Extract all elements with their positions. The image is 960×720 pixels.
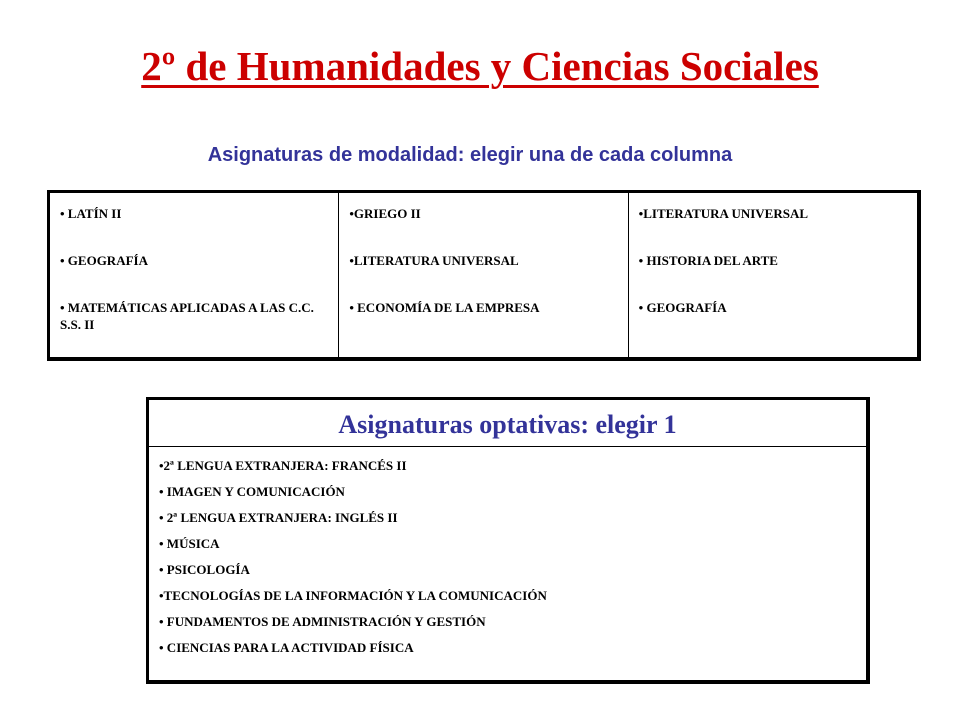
optativa-item: • PSICOLOGÍA	[159, 562, 250, 577]
subject-item: • HISTORIA DEL ARTE	[638, 253, 778, 268]
optativa-item: • IMAGEN Y COMUNICACIÓN	[159, 484, 345, 499]
subject-item: •LITERATURA UNIVERSAL	[638, 206, 809, 221]
modalidad-subtitle: Asignaturas de modalidad: elegir una de cada columna	[207, 144, 733, 166]
modalidad-table	[47, 190, 921, 361]
optativas-list	[149, 447, 866, 665]
optativas-heading: Asignaturas optativas: elegir 1	[149, 400, 866, 447]
page-title: 2º de Humanidades y Ciencias Sociales	[141, 43, 819, 89]
optativas-box	[146, 397, 870, 684]
subject-item: • LATÍN II	[60, 206, 122, 221]
subject-item: • GEOGRAFÍA	[60, 253, 148, 268]
subject-item: • ECONOMÍA DE LA EMPRESA	[349, 300, 540, 315]
subject-item: •LITERATURA UNIVERSAL	[349, 253, 519, 268]
optativa-item: • MÚSICA	[159, 536, 220, 551]
optativa-item: •2ª LENGUA EXTRANJERA: FRANCÉS II	[159, 458, 407, 473]
optativa-item: • 2ª LENGUA EXTRANJERA: INGLÉS II	[159, 510, 398, 525]
subject-item: •GRIEGO II	[349, 206, 421, 221]
modalidad-column-3	[628, 193, 917, 357]
optativa-item: •TECNOLOGÍAS DE LA INFORMACIÓN Y LA COMUNICACIÓN	[159, 588, 547, 603]
optativa-item: • CIENCIAS PARA LA ACTIVIDAD FÍSICA	[159, 640, 414, 655]
modalidad-column-1	[50, 193, 338, 357]
modalidad-column-2	[338, 193, 627, 357]
subject-item: • GEOGRAFÍA	[638, 300, 727, 315]
optativa-item: • FUNDAMENTOS DE ADMINISTRACIÓN Y GESTIÓN	[159, 614, 486, 629]
subject-item: • MATEMÁTICAS APLICADAS A LAS C.C. S.S. II	[60, 300, 314, 332]
